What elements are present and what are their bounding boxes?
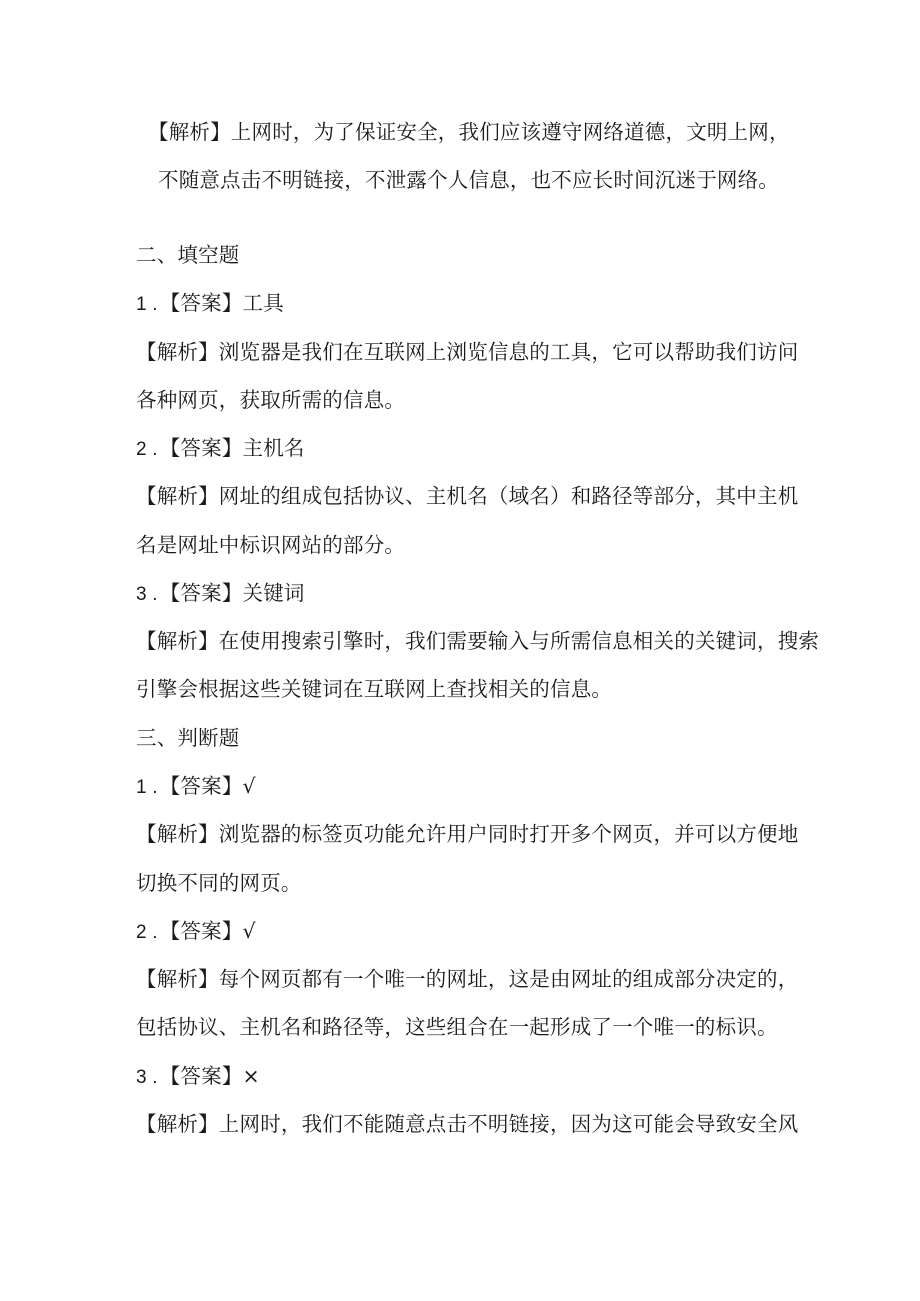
item-number: 1 . — [136, 294, 158, 315]
true-false-item-3-analysis-line-1: 【解析】上网时，我们不能随意点击不明链接，因为这可能会导致安全风 — [136, 1112, 799, 1136]
fill-blank-item-3-analysis-line-1: 【解析】在使用搜索引擎时，我们需要输入与所需信息相关的关键词，搜索 — [136, 629, 820, 653]
true-false-item-2-analysis-line-2: 包括协议、主机名和路径等，这些组合在一起形成了一个唯一的标识。 — [136, 1015, 778, 1039]
answer-text: 【答案】√ — [159, 919, 256, 943]
intro-analysis-line-2: 不随意点击不明链接，不泄露个人信息，也不应长时间沉迷于网络。 — [158, 168, 779, 192]
answer-text: 【答案】× — [159, 1064, 260, 1088]
item-number: 3 . — [136, 584, 158, 605]
true-false-item-2-answer — [136, 916, 256, 948]
answer-text: 【答案】关键词 — [159, 581, 305, 605]
fill-blank-item-2-analysis-line-2: 名是网址中标识网站的部分。 — [136, 533, 406, 557]
item-number: 2 . — [136, 439, 158, 460]
true-false-item-2-analysis-line-1: 【解析】每个网页都有一个唯一的网址，这是由网址的组成部分决定的， — [136, 967, 799, 991]
fill-blank-item-3-answer — [136, 578, 305, 610]
answer-text: 【答案】工具 — [159, 291, 284, 315]
fill-blank-item-1-analysis-line-1: 【解析】浏览器是我们在互联网上浏览信息的工具，它可以帮助我们访问 — [136, 340, 799, 364]
true-false-item-1-analysis-line-1: 【解析】浏览器的标签页功能允许用户同时打开多个网页，并可以方便地 — [136, 822, 799, 846]
section-heading-fill-blank: 二、填空题 — [136, 243, 240, 267]
answer-text: 【答案】主机名 — [159, 436, 305, 460]
answer-text: 【答案】√ — [159, 774, 256, 798]
fill-blank-item-2-analysis-line-1: 【解析】网址的组成包括协议、主机名（域名）和路径等部分，其中主机 — [136, 484, 799, 508]
item-number: 2 . — [136, 922, 158, 943]
item-number: 3 . — [136, 1067, 158, 1088]
fill-blank-item-1-answer — [136, 288, 284, 320]
true-false-item-1-answer — [136, 771, 256, 803]
item-number: 1 . — [136, 777, 158, 798]
fill-blank-item-1-analysis-line-2: 各种网页，获取所需的信息。 — [136, 388, 406, 412]
fill-blank-item-2-answer — [136, 433, 305, 465]
section-heading-true-false: 三、判断题 — [136, 726, 240, 750]
true-false-item-1-analysis-line-2: 切换不同的网页。 — [136, 871, 302, 895]
true-false-item-3-answer — [136, 1061, 260, 1093]
intro-analysis-line-1: 【解析】上网时，为了保证安全，我们应该遵守网络道德，文明上网， — [148, 120, 790, 144]
fill-blank-item-3-analysis-line-2: 引擎会根据这些关键词在互联网上查找相关的信息。 — [136, 677, 613, 701]
